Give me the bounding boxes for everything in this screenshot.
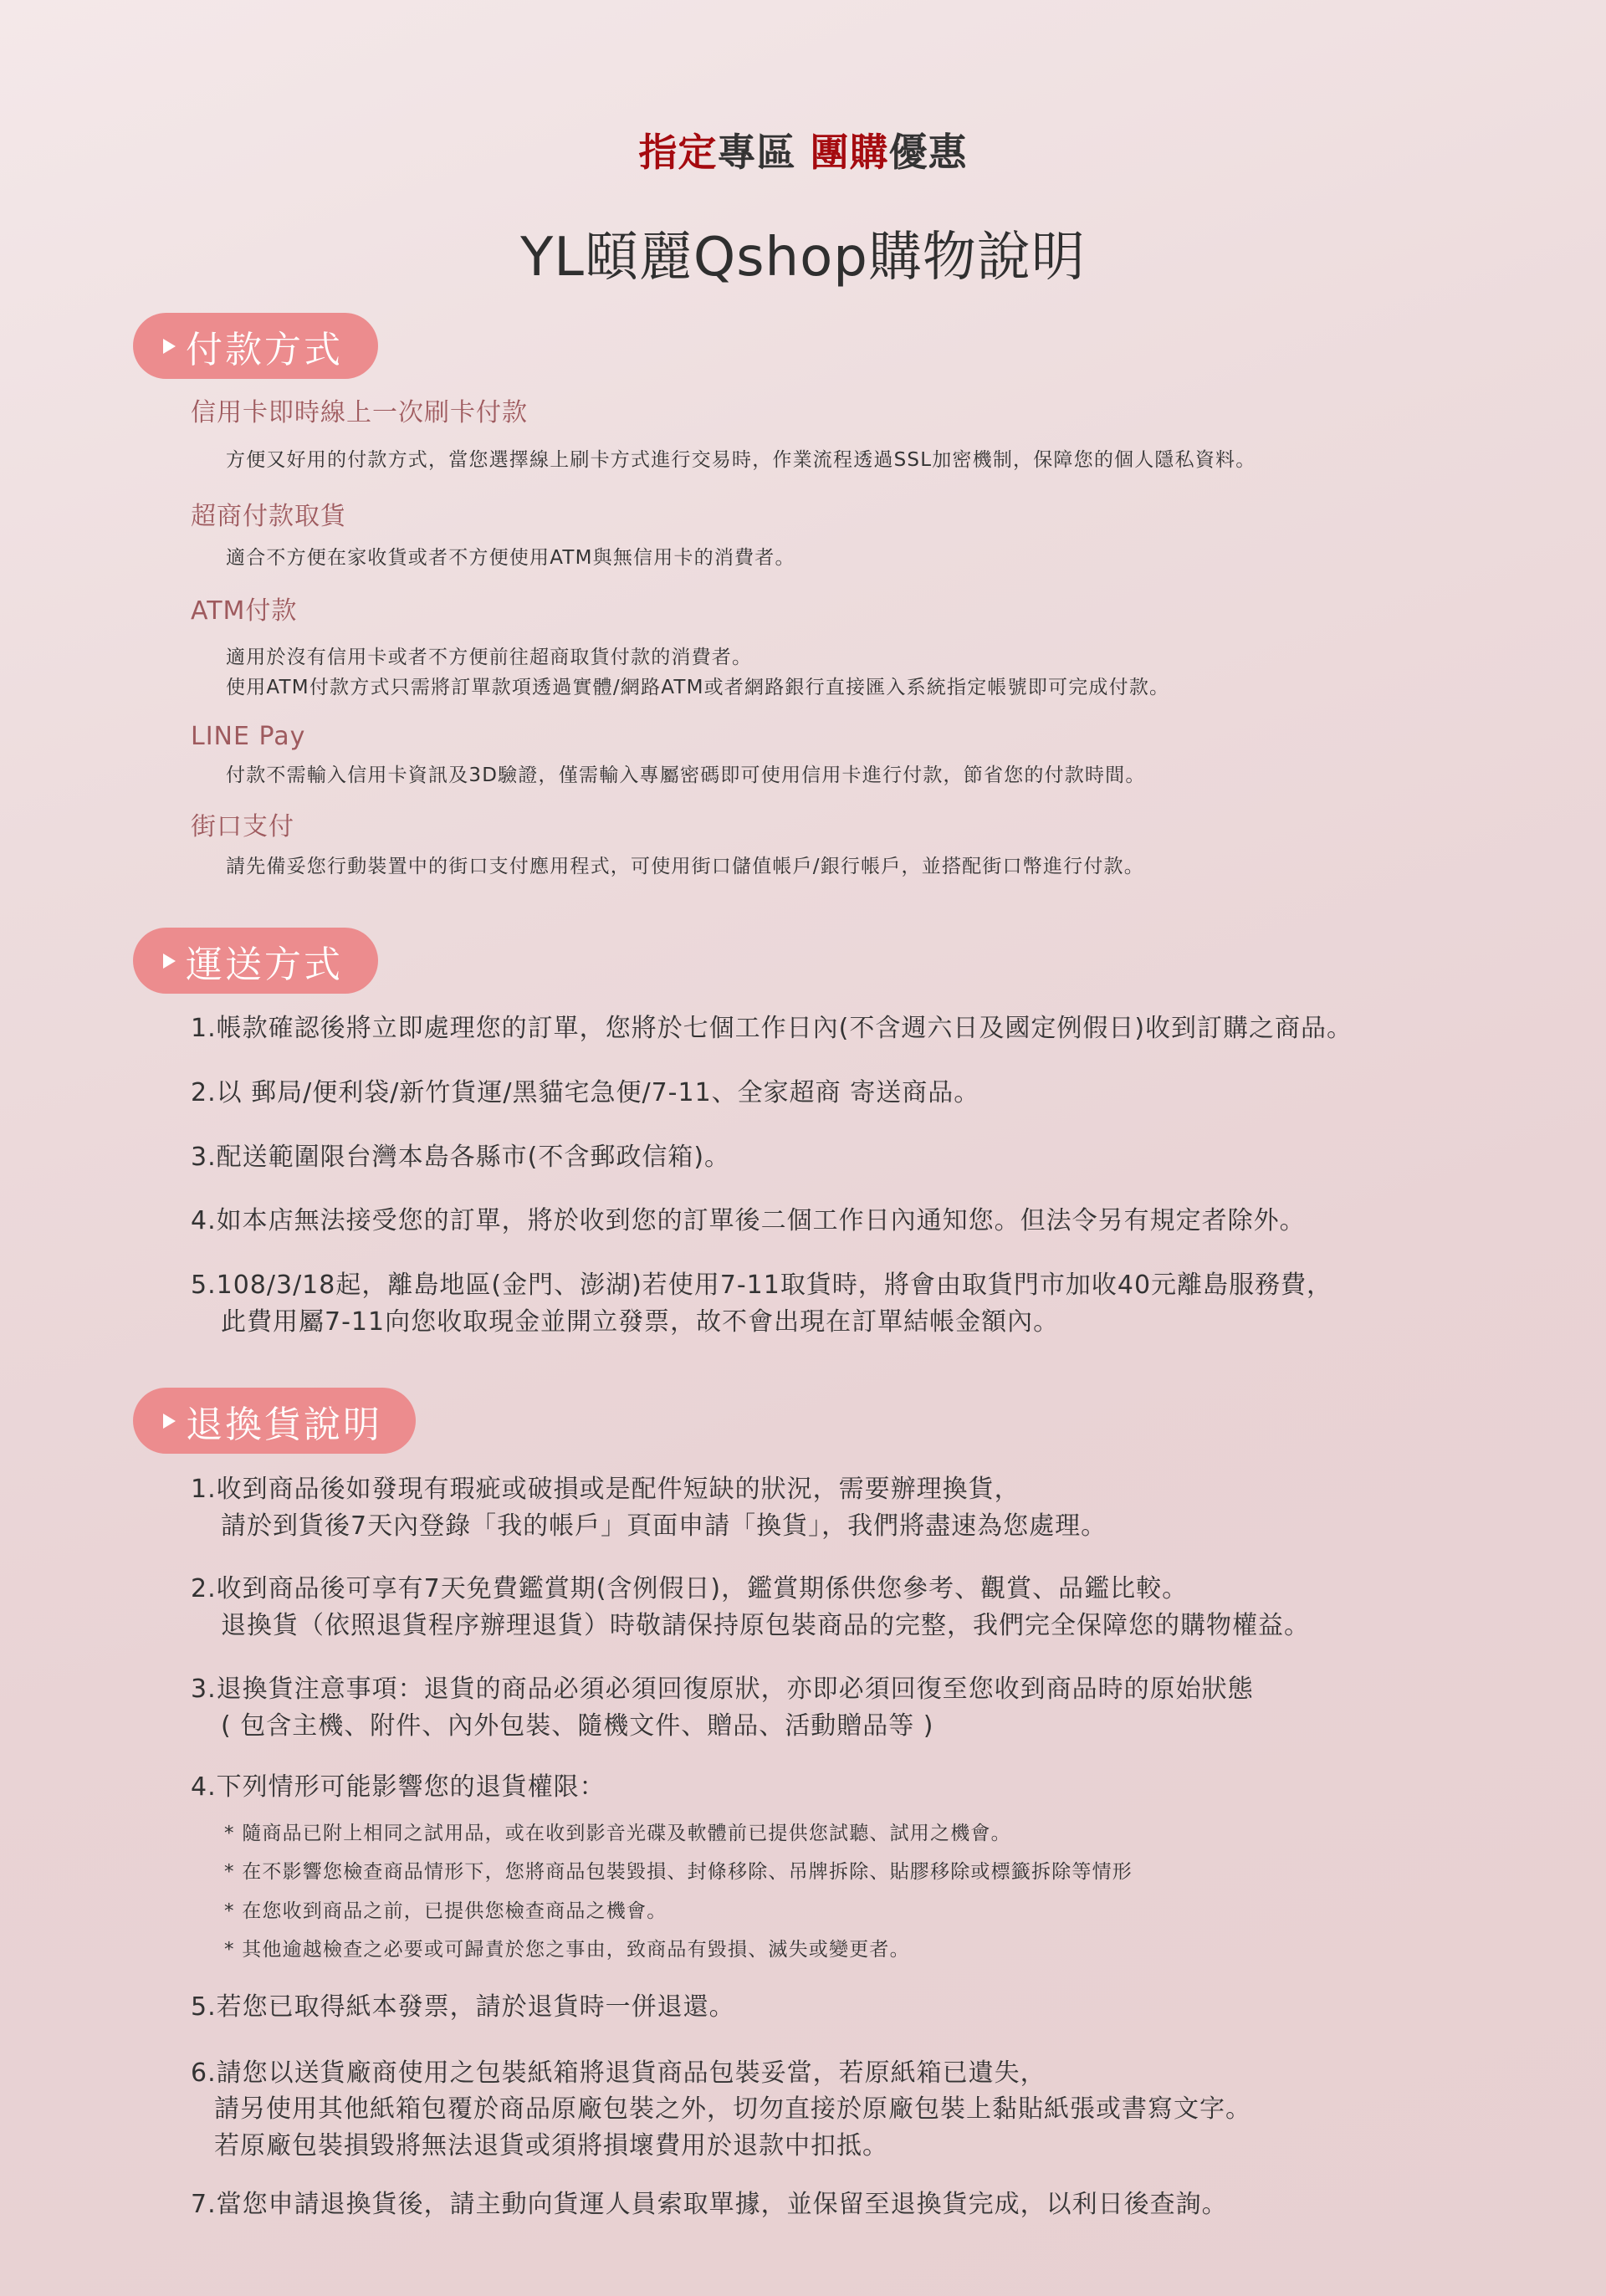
shipping-item-5: 5.108/3/18起，離島地區(金門、澎湖)若使用7-11取貨時，將會由取貨門市加收40元離島服務費，	[191, 1271, 1333, 1300]
play-triangle-icon	[163, 339, 176, 354]
payment-desc-cvs: 適合不方便在家收貨或者不方便使用ATM與無信用卡的消費者。	[226, 547, 795, 569]
section-heading-returns: 退換貨說明	[186, 1403, 382, 1446]
returns-item-1: 1.收到商品後如發現有瑕疵或破損或是配件短缺的狀況，需要辦理換貨，	[191, 1475, 1020, 1504]
shipping-item-4: 4.如本店無法接受您的訂單，將於收到您的訂單後二個工作日內通知您。但法令另有規定者除外。	[191, 1206, 1306, 1235]
returns-item-2: 2.收到商品後可享有7天免費鑑賞期(含例假日)，鑑賞期係供您參考、觀賞、品鑑比較。	[191, 1574, 1189, 1603]
payment-desc-jkopay: 請先備妥您行動裝置中的街口支付應用程式，可使用街口儲值帳戶/銀行帳戶，並搭配街口幣進行付款。	[226, 856, 1144, 877]
promo-accent-designated: 指定	[638, 130, 718, 175]
section-pill-shipping	[133, 928, 378, 994]
section-pill-returns	[133, 1388, 416, 1454]
section-pill-payment	[133, 313, 378, 379]
shipping-item-5-cont: 此費用屬7-11向您收取現金並開立發票，故不會出現在訂單結帳金額內。	[221, 1307, 1060, 1337]
shipping-item-1: 1.帳款確認後將立即處理您的訂單，您將於七個工作日內(不含週六日及國定例假日)收到訂購之商品。	[191, 1014, 1353, 1043]
returns-item-6: 6.請您以送貨廠商使用之包裝紙箱將退貨商品包裝妥當，若原紙箱已遺失，	[191, 2058, 1046, 2088]
payment-method-linepay: LINE Pay	[191, 722, 306, 751]
page-title: YL頤麗Qshop購物說明	[520, 227, 1086, 289]
payment-method-cvs: 超商付款取貨	[191, 502, 346, 531]
play-triangle-icon	[163, 954, 176, 969]
returns-item-1-cont: 請於到貨後7天內登錄「我的帳戶」頁面申請「換貨」，我們將盡速為您處理。	[221, 1511, 1107, 1541]
payment-method-credit-card: 信用卡即時線上一次刷卡付款	[191, 398, 528, 427]
payment-desc-credit-card: 方便又好用的付款方式，當您選擇線上刷卡方式進行交易時，作業流程透過SSL加密機制，保障您的個人隱私資料。	[226, 449, 1256, 471]
returns-item-4-sub-1: * 隨商品已附上相同之試用品，或在收到影音光碟及軟體前已提供您試聽、試用之機會。	[224, 1823, 1011, 1844]
returns-item-7: 7.當您申請退換貨後，請主動向貨運人員索取單據，並保留至退換貨完成，以利日後查詢。	[191, 2190, 1228, 2219]
shipping-item-2: 2.以 郵局/便利袋/新竹貨運/黑貓宅急便/7-11、全家超商 寄送商品。	[191, 1078, 980, 1107]
payment-method-jkopay: 街口支付	[191, 812, 294, 841]
returns-item-3-cont: ( 包含主機、附件、內外包裝、隨機文件、贈品、活動贈品等 )	[221, 1711, 934, 1741]
returns-item-4-sub-3: * 在您收到商品之前，已提供您檢查商品之機會。	[224, 1900, 667, 1922]
section-heading-payment: 付款方式	[186, 328, 343, 371]
payment-method-atm: ATM付款	[191, 596, 298, 626]
returns-item-6-cont-1: 請另使用其他紙箱包覆於商品原廠包裝之外，切勿直接於原廠包裝上黏貼紙張或書寫文字。	[214, 2094, 1251, 2124]
payment-desc-atm-2: 使用ATM付款方式只需將訂單款項透過實體/網路ATM或者網路銀行直接匯入系統指定帳號即可完成付款。	[226, 677, 1170, 698]
returns-item-3: 3.退換貨注意事項：退貨的商品必須必須回復原狀，亦即必須回復至您收到商品時的原始狀態	[191, 1675, 1254, 1704]
returns-item-4: 4.下列情形可能影響您的退貨權限：	[191, 1772, 606, 1802]
section-heading-shipping: 運送方式	[186, 943, 343, 986]
shipping-item-3: 3.配送範圍限台灣本島各縣市(不含郵政信箱)。	[191, 1143, 731, 1172]
promo-accent-group-buy: 團購	[810, 130, 889, 175]
promo-discount: 優惠	[888, 130, 968, 175]
payment-desc-atm-1: 適用於沒有信用卡或者不方便前往超商取貨付款的消費者。	[226, 647, 753, 668]
returns-item-4-sub-4: * 其他逾越檢查之必要或可歸責於您之事由，致商品有毀損、滅失或變更者。	[224, 1939, 910, 1961]
returns-item-2-cont: 退換貨（依照退貨程序辦理退貨）時敬請保持原包裝商品的完整，我們完全保障您的購物權益。	[221, 1611, 1310, 1640]
returns-item-5: 5.若您已取得紙本發票，請於退貨時一併退還。	[191, 1992, 735, 2022]
play-triangle-icon	[163, 1414, 176, 1429]
promo-zone: 專區	[717, 130, 811, 175]
payment-desc-linepay: 付款不需輸入信用卡資訊及3D驗證，僅需輸入專屬密碼即可使用信用卡進行付款，節省您的付款時間。	[226, 764, 1146, 786]
promo-heading	[0, 127, 1606, 177]
returns-item-6-cont-2: 若原廠包裝損毀將無法退貨或須將損壞費用於退款中扣抵。	[214, 2131, 888, 2160]
returns-item-4-sub-2: * 在不影響您檢查商品情形下，您將商品包裝毀損、封條移除、吊牌拆除、貼膠移除或標籤拆除等情形	[224, 1861, 1133, 1883]
